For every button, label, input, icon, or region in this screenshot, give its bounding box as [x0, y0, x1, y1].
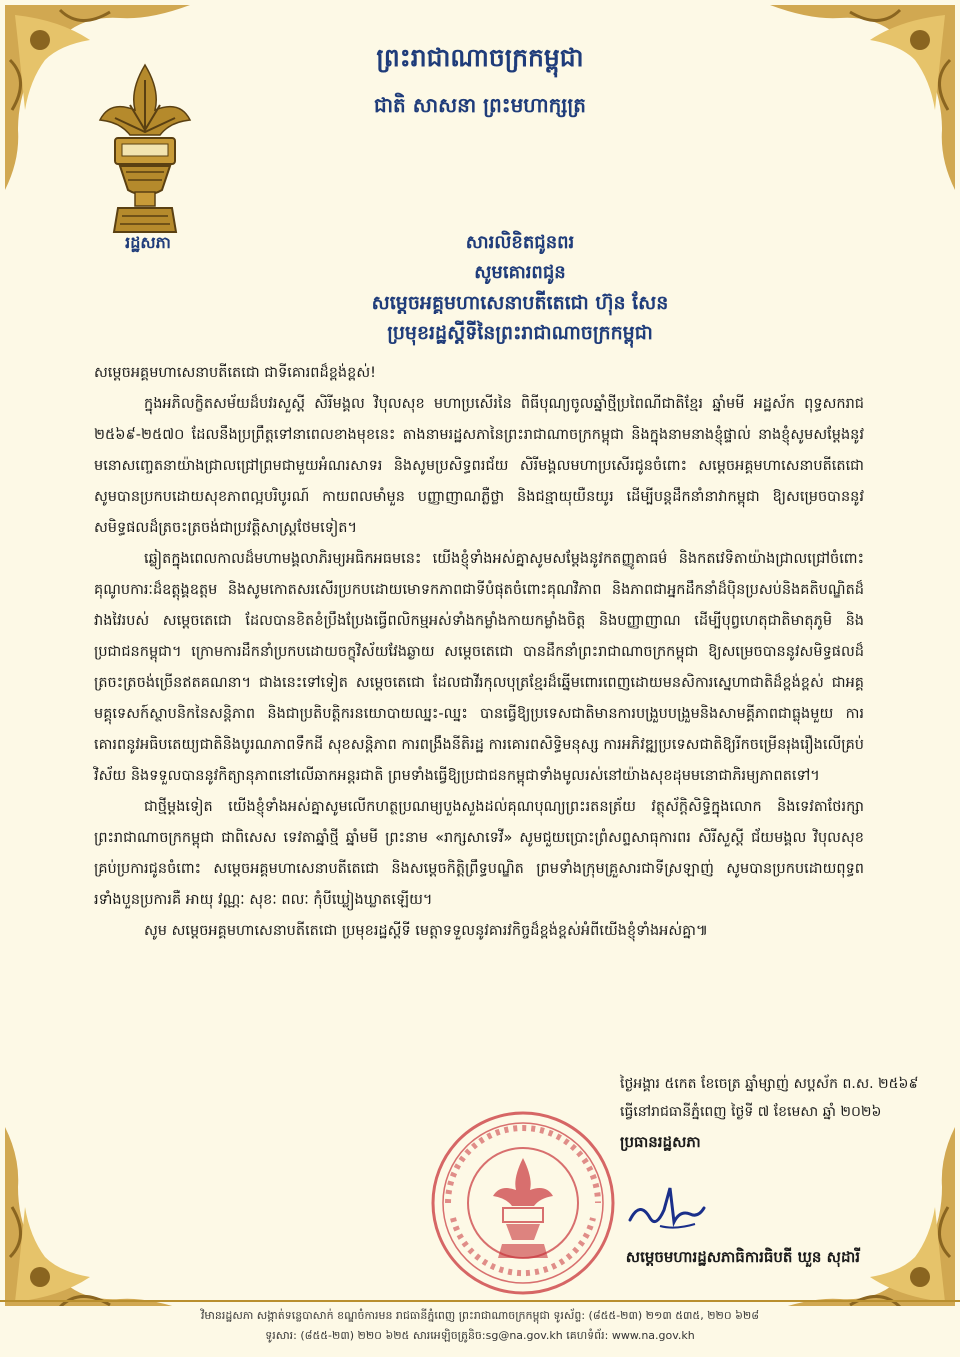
kingdom-heading: ព្រះរាជាណាចក្រកម្ពុជា: [376, 43, 584, 72]
paragraph-2: ឆ្លៀតក្នុងពេលកាលដ៏មហាមង្គលាភិរម្យអធិកអធមនេះ យើងខ្ញុំទាំងអស់គ្នាសូមសម្តែងនូវកតញ្ញូតាធម៌ និងកតវេទិតាយ៉ាងជ្រាលជ្រៅចំពោះគុណូបការៈដ៏ឧត្តុង្គឧត្តម និងសូមកោតសរសើរប្រកបដោយមោទកភាពជាទីបំផុតចំពោះគុណវិភាព និងភាពជាអ្នកដឹកនាំដ៏ប៉ិនប្រសប់និងគតិបណ្ឌិតដ៏វាងវៃរបស់ សម្តេចតេជោ ដែលបានខិតខំប្រឹងប្រែងធ្វើពលិកម្មអស់ទាំងកម្លាំងកាយកម្លាំងចិត្ត និងបញ្ញាញាណ ដើម្បីបុព្វហេតុជាតិមាតុភូមិ និងប្រជាជនកម្ពុជា។ ក្រោមការដឹកនាំប្រកបដោយចក្ខុវិស័យវែងឆ្ងាយ សម្តេចតេជោ បានដឹកនាំព្រះរាជាណាចក្រកម្ពុជា ឱ្យសម្រេចបាននូវសមិទ្ធផលដ៏ត្រចះត្រចង់ច្រើនឥតគណនា។ ជាងនេះទៅទៀត សម្តេចតេជោ ដែលជាវីរកុលបុត្រខ្មែរដ៏ឆ្នើមពោរពេញដោយមនសិការស្នេហាជាតិដ៏ខ្ពង់ខ្ពស់ ជាអគ្គមគ្គុទេសក៍ស្ថាបនិកនៃសន្តិភាព និងជាប្រតិបត្តិករនយោបាយឈ្នះ-ឈ្នះ បានធ្វើឱ្យប្រទេសជាតិមានការបង្រួបបង្រួមនិងសាមគ្គីភាពជាធ្លុងមួយ ការគោរពនូវអធិបតេយ្យជាតិនិងបូរណភាពទឹកដី សុខសន្តិភាព ការពង្រឹងនីតិរដ្ឋ ការគោរពសិទ្ធិមនុស្ស ការអភិវឌ្ឍប្រទេសជាតិឱ្យរីកចម្រើនរុងរឿងលើគ្រប់វិស័យ និងទទួលបាននូវកិត្យានុភាពនៅលើឆាកអន្តរជាតិ ព្រមទាំងធ្វើឱ្យប្រជាជនកម្ពុជាទាំងមូលរស់នៅយ៉ាងសុខដុមមនោជាភិរម្យភាពតទៅ។: [94, 551, 864, 784]
recipient-name: សម្តេចអគ្គមហាសេនាបតីតេជោ ហ៊ុន សែន: [371, 292, 669, 314]
place-date: ធ្វើនៅរាជធានីភ្នំពេញ ថ្ងៃទី ៧ ខែមេសា ឆ្នាំ ២០២៦: [620, 1104, 882, 1120]
letter-type: សារលិខិតជូនពរ: [465, 232, 575, 253]
handwritten-signature: [620, 1180, 710, 1240]
footer-contact: ទូរសារ: (៨៥៥-២៣) ២២០ ៦២៥ សារអេឡិចត្រូនិច:sg@na.gov.kh គេហទំព័រ: www.na.gov.kh: [265, 1329, 695, 1342]
footer-divider: [0, 1300, 960, 1302]
paragraph-3: ជាថ្មីម្តងទៀត យើងខ្ញុំទាំងអស់គ្នាសូមលើកហត្ថប្រណម្យបួងសួងដល់គុណបុណ្យព្រះរតនត្រ័យ វត្ថុស័ក្តិសិទ្ធិក្នុងលោក និងទេវតាថែរក្សាព្រះរាជាណាចក្រកម្ពុជា ជាពិសេស ទេវតាឆ្នាំថ្មី ឆ្នាំមមី ព្រះនាម «រាក្សសាទេវី» សូមជួយប្រោះព្រំសព្ទសាធុការពរ សិរីសួស្តី ជ័យមង្គល វិបុលសុខគ្រប់ប្រការជូនចំពោះ សម្តេចអគ្គមហាសេនាបតីតេជោ និងសម្តេចកិត្តិព្រឹទ្ធបណ្ឌិត ព្រមទាំងក្រុមគ្រួសារជាទីស្រឡាញ់ សូមបានប្រកបដោយពុទ្ធពរទាំងបួនប្រការគឺ អាយុ វណ្ណៈ សុខៈ ពលៈ កុំបីឃ្លៀងឃ្លាតឡើយ។: [94, 799, 864, 908]
recipient-title: ប្រមុខរដ្ឋស្តីទីនៃព្រះរាជាណាចក្រកម្ពុជា: [387, 322, 653, 344]
national-assembly-emblem-icon: [90, 60, 200, 240]
institution-name: រដ្ឋសភា: [125, 233, 171, 252]
signatory-name: សម្តេចមហារដ្ឋសភាធិការធិបតី ឃួន សុដារី: [625, 1248, 860, 1266]
letter-body: [94, 358, 864, 947]
letter-title-block: [240, 228, 800, 348]
national-motto: ជាតិ សាសនា ព្រះមហាក្សត្រ: [374, 93, 586, 117]
lunar-date: ថ្ងៃអង្គារ ៥កេត ខែចេត្រ ឆ្នាំម្សាញ់ សប្តស័ក ព.ស. ២៥៦៩: [620, 1076, 919, 1092]
date-block: [620, 1070, 919, 1126]
corner-ornament-bottom-left: [0, 1117, 200, 1317]
footer: [0, 1306, 960, 1357]
paragraph-1: ក្នុងអភិលក្ខិតសម័យដ៏បវរសួស្តី សិរីមង្គល វិបុលសុខ មហាប្រសើរនៃ ពិធីបុណ្យចូលឆ្នាំថ្មីប្រពៃណីជាតិខ្មែរ ឆ្នាំមមី អដ្ឋស័ក ពុទ្ធសករាជ ២៥៦៩-២៥៧០ ដែលនឹងប្រព្រឹត្តទៅនាពេលខាងមុខនេះ តាងនាមរដ្ឋសភានៃព្រះរាជាណាចក្រកម្ពុជា និងក្នុងនាមនាងខ្ញុំផ្ទាល់ នាងខ្ញុំសូមសម្តែងនូវមនោសញ្ចេតនាយ៉ាងជ្រាលជ្រៅព្រមជាមួយអំណរសាទរ និងសូមប្រសិទ្ធពរជ័យ សិរីមង្គលមហាប្រសើរជូនចំពោះ សម្តេចអគ្គមហាសេនាបតីតេជោ សូមបានប្រកបដោយសុខភាពល្អបរិបូរណ៍ កាយពលមាំមួន បញ្ញាញាណភ្លឺថ្លា និងជន្មាយុយឺនយូរ ដើម្បីបន្តដឹកនាំនាវាកម្ពុជា ឱ្យសម្រេចបាននូវសមិទ្ធផលដ៏ត្រចះត្រចង់ជាប្រវត្តិសាស្ត្រថែមទៀត។: [94, 396, 864, 536]
paragraph-4: សូម សម្តេចអគ្គមហាសេនាបតីតេជោ ប្រមុខរដ្ឋស្តីទី មេត្តាទទួលនូវគារវកិច្ចដ៏ខ្ពង់ខ្ពស់អំពីយើងខ្ញុំទាំងអស់គ្នា៕: [144, 923, 709, 939]
footer-address: វិមានរដ្ឋសភា សង្កាត់ទន្លេបាសាក់ ខណ្ឌចំការមន រាជធានីភ្នំពេញ ព្រះរាជាណាចក្រកម្ពុជា ទូរស័ព្ទ: (៨៥៥-២៣) ២១៣ ៥៣៥, ២២០ ៦២៨: [200, 1309, 760, 1322]
salutation: សម្តេចអគ្គមហាសេនាបតីតេជោ ជាទីគោរពដ៏ខ្ពង់ខ្ពស់!: [94, 365, 376, 381]
corner-ornament-top-right: [760, 0, 960, 200]
signatory-title: ប្រធានរដ្ឋសភា: [620, 1133, 701, 1151]
respectful-address: សូមគោរពជូន: [474, 262, 566, 283]
